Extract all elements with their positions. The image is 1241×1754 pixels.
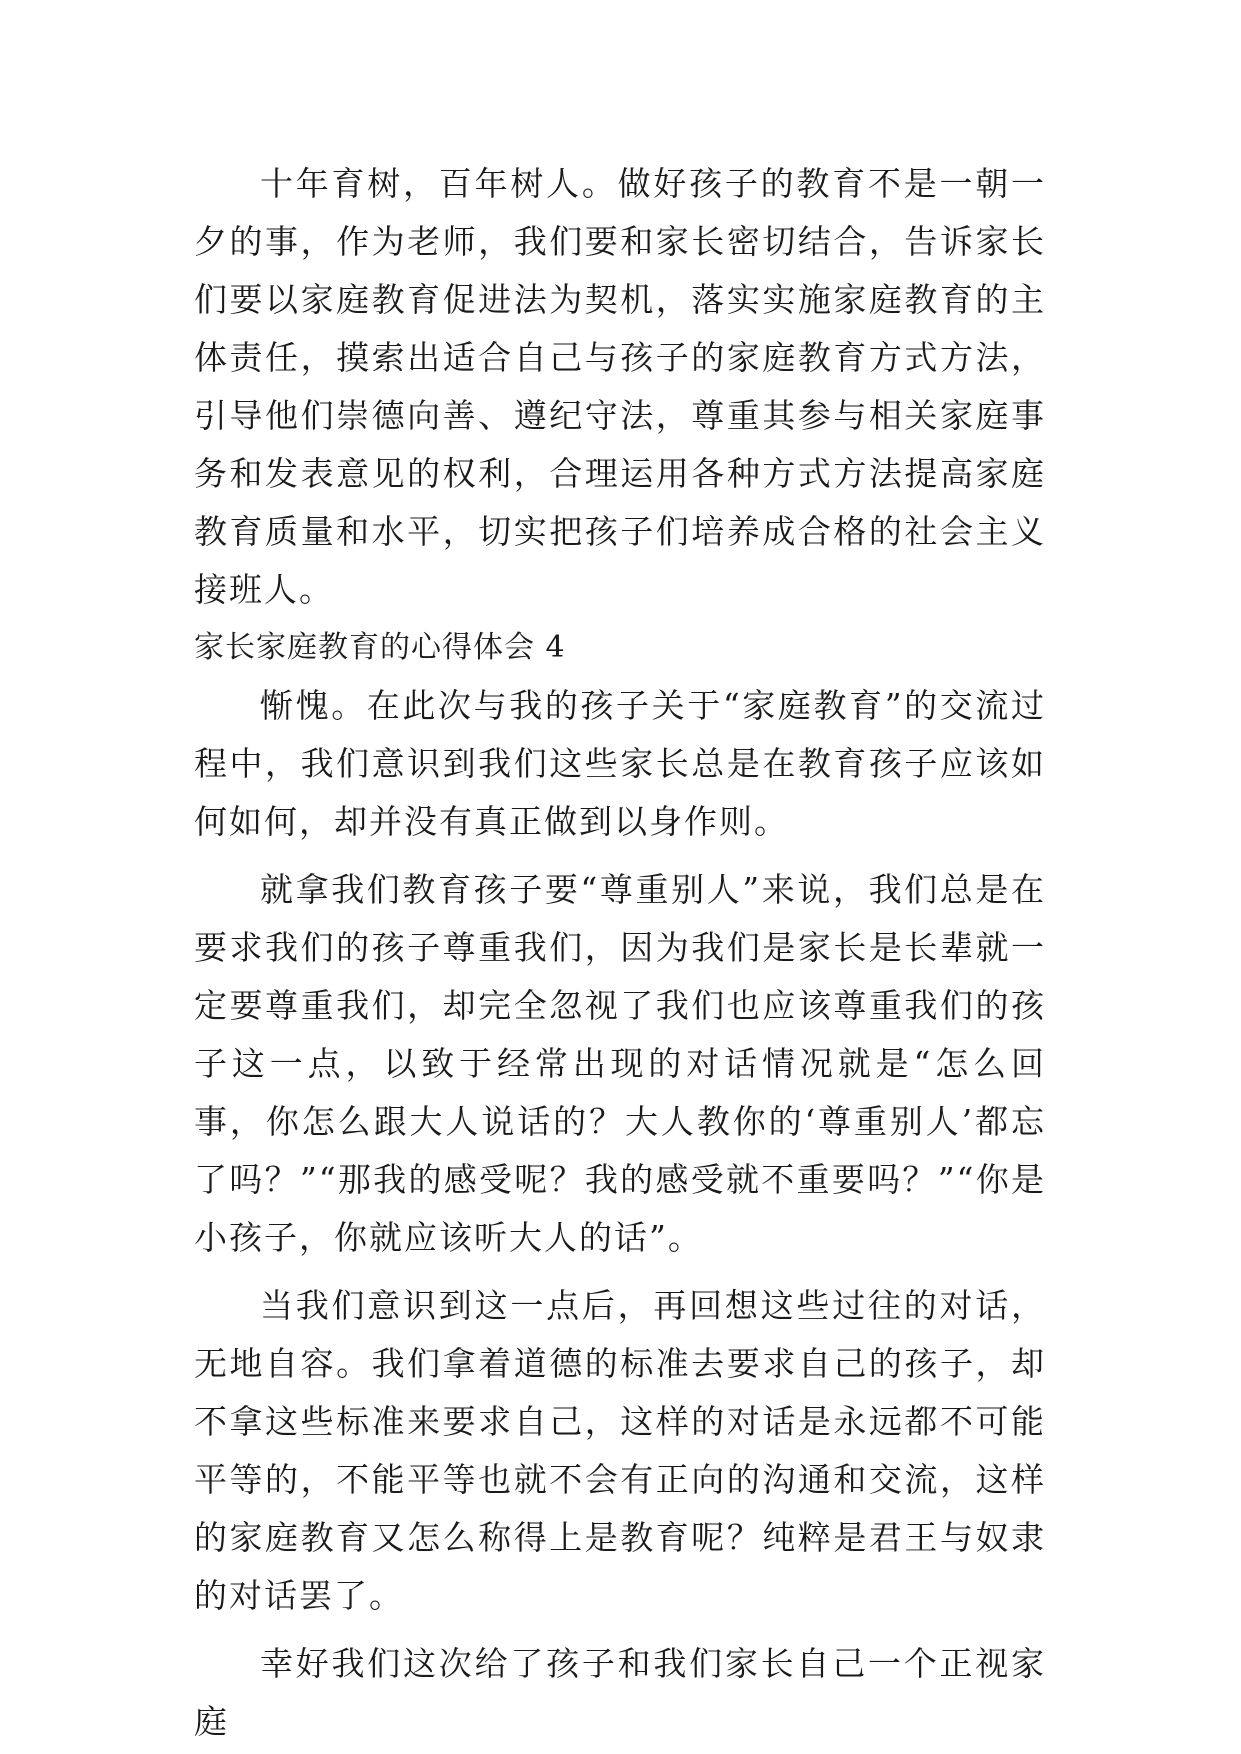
paragraph-2: 惭愧。在此次与我的孩子关于“家庭教育”的交流过程中，我们意识到我们这些家长总是在教育孩子应该如何如何，却并没有真正做到以身作则。: [194, 686, 1046, 841]
paragraph-3: 就拿我们教育孩子要“尊重别人”来说，我们总是在要求我们的孩子尊重我们，因为我们是家长是长辈就一定要尊重我们，却完全忽视了我们也应该尊重我们的孩子这一点，以致于经常出现的对话情况就是“怎么回事，你怎么跟大人说话的？大人教你的‘尊重别人’都忘了吗？”“那我的感受呢？我的感受就不重要吗？”“你是小孩子，你就应该听大人的话”。: [194, 870, 1046, 1257]
paragraph-4: 当我们意识到这一点后，再回想这些过往的对话，无地自容。我们拿着道德的标准去要求自己的孩子，却不拿这些标准来要求自己，这样的对话是永远都不可能平等的，不能平等也就不会有正向的沟通和交流，这样的家庭教育又怎么称得上是教育呢？纯粹是君王与奴隶的对话罢了。: [194, 1286, 1046, 1615]
paragraph-1: 十年育树，百年树人。做好孩子的教育不是一朝一夕的事，作为老师，我们要和家长密切结合，告诉家长们要以家庭教育促进法为契机，落实实施家庭教育的主体责任，摸索出适合自己与孩子的家庭教育方式方法，引导他们崇德向善、遵纪守法，尊重其参与相关家庭事务和发表意见的权利，合理运用各种方式方法提高家庭教育质量和水平，切实把孩子们培养成合格的社会主义接班人。: [194, 164, 1046, 609]
section-heading: 家长家庭教育的心得体会 4: [194, 630, 566, 665]
paragraph-5: 幸好我们这次给了孩子和我们家长自己一个正视家庭: [194, 1644, 1046, 1741]
document-page: [194, 155, 1046, 1751]
